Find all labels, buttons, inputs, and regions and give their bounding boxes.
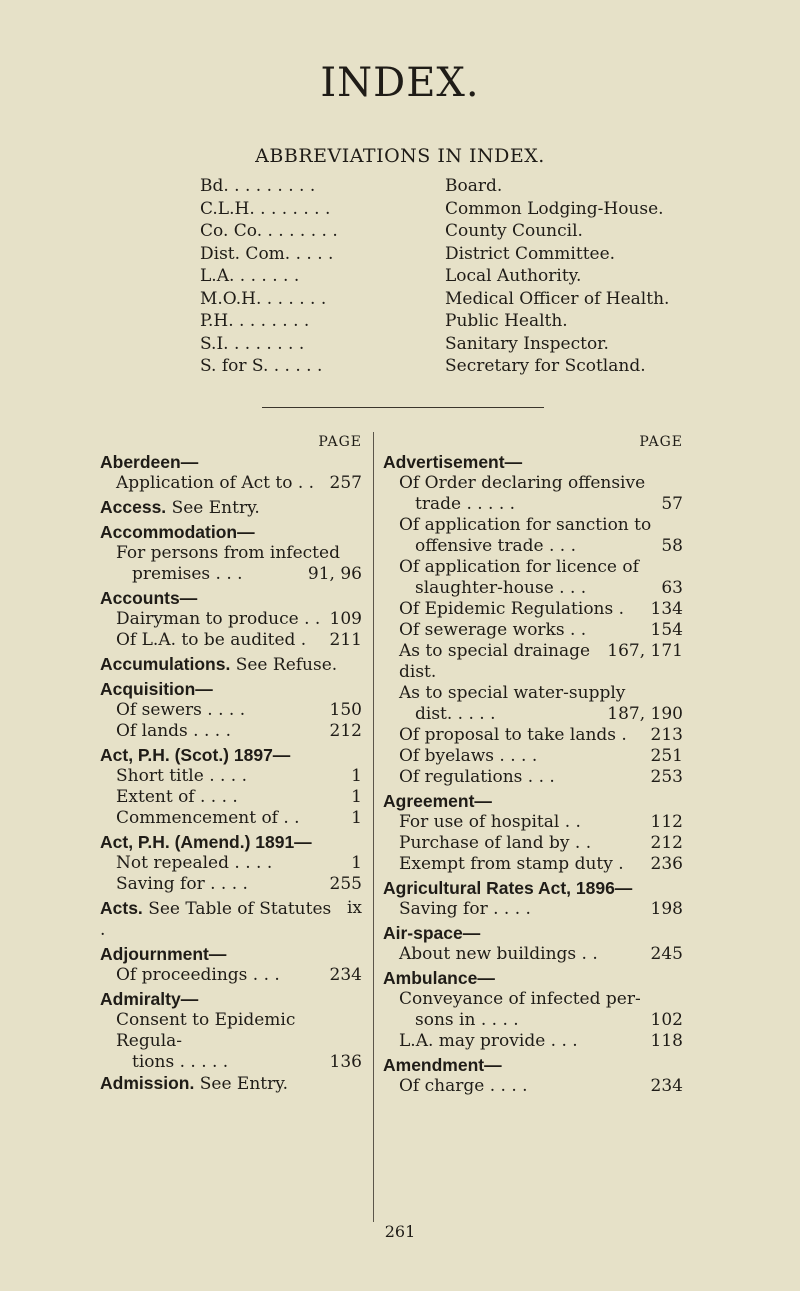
subentry-text: Exempt from stamp duty .: [399, 854, 624, 874]
subentry-page: 234: [650, 1076, 683, 1096]
index-heading: Acts.: [100, 898, 143, 918]
subentry-text: Commencement of . .: [116, 808, 300, 828]
index-heading: Acquisition—: [100, 679, 213, 699]
subentry-page: 118: [650, 1031, 683, 1051]
abbreviation-meaning: Local Authority.: [445, 266, 582, 286]
index-heading: Agricultural Rates Act, 1896—: [383, 878, 633, 898]
section-divider: [262, 407, 544, 408]
index-subentry: [383, 854, 683, 875]
index-subentry: [383, 641, 683, 683]
index-heading: Amendment—: [383, 1055, 502, 1075]
index-subentry: [383, 536, 683, 557]
index-subentry: [100, 700, 362, 721]
subentry-page: 1: [351, 766, 362, 786]
index-subentry: [100, 630, 362, 651]
index-subentry: [383, 1076, 683, 1097]
index-subentry: [100, 853, 362, 874]
see-reference: See Refuse.: [235, 655, 338, 675]
abbreviation-key: Dist. Com. . . . .: [200, 243, 334, 264]
page-title: INDEX.: [320, 60, 480, 106]
subentry-text: Of regulations . . .: [399, 767, 555, 787]
index-heading: Aberdeen—: [100, 452, 199, 472]
index-heading: Accounts—: [100, 588, 198, 608]
index-heading: Admiralty—: [100, 989, 199, 1009]
subentry-page: 1: [351, 787, 362, 807]
index-heading: Adjournment—: [100, 944, 227, 964]
subentry-text: Purchase of land by . .: [399, 833, 592, 853]
column-rule: [373, 432, 374, 1222]
index-entry: [100, 898, 362, 941]
subentry-text: dist. . . . .: [415, 704, 496, 724]
subentry-text: Application of Act to . .: [116, 473, 315, 493]
subentry-page: 136: [329, 1052, 362, 1072]
abbreviation-key: P.H. . . . . . . .: [200, 311, 310, 331]
index-heading: Access.: [100, 497, 167, 517]
subentry-page: 167, 171: [607, 641, 683, 661]
subentry-text: slaughter-house . . .: [415, 578, 587, 598]
subentry-text: Of application for sanction to: [399, 515, 652, 535]
subentry-page: 251: [650, 746, 683, 766]
index-entry: [100, 497, 362, 519]
subentry-text: For use of hospital . .: [399, 812, 581, 832]
subentry-text: Consent to Epidemic Regula-: [116, 1010, 296, 1051]
subentry-page: 212: [650, 833, 683, 853]
subentry-text: Conveyance of infected per-: [399, 989, 641, 1009]
subentry-text: Extent of . . . .: [116, 787, 238, 807]
abbreviation-key: S.I. . . . . . . .: [200, 333, 305, 354]
index-heading: Ambulance—: [383, 968, 495, 988]
subentry-text: About new buildings . .: [399, 944, 598, 964]
subentry-page: 253: [650, 767, 683, 787]
subentry-text: Saving for . . . .: [399, 899, 531, 919]
subentry-page: 257: [329, 473, 362, 493]
index-subentry: [383, 494, 683, 515]
index-subentry: [383, 704, 683, 725]
subentry-page: ix: [346, 898, 362, 918]
abbreviation-meaning: Sanitary Inspector.: [445, 333, 609, 354]
subentry-page: 1: [351, 853, 362, 873]
index-subentry: [100, 965, 362, 986]
index-entry: [100, 1073, 362, 1095]
index-entry: [100, 654, 362, 676]
index-subentry: [100, 787, 362, 808]
abbreviation-row: [200, 265, 760, 288]
abbreviation-row: [200, 288, 760, 311]
index-subentry: [383, 620, 683, 641]
index-heading: Accumulations.: [100, 654, 231, 674]
index-heading: Accommodation—: [100, 522, 255, 542]
abbreviation-row: [200, 333, 760, 356]
subentry-text: L.A. may provide . . .: [399, 1031, 578, 1051]
abbreviation-row: [200, 175, 760, 198]
index-subentry: [383, 833, 683, 854]
index-heading: Agreement—: [383, 791, 492, 811]
abbreviation-meaning: District Committee.: [445, 243, 616, 264]
abbreviations-heading: ABBREVIATIONS IN INDEX.: [255, 145, 545, 167]
index-subentry: [383, 1031, 683, 1052]
see-reference: See Entry.: [199, 1074, 288, 1094]
subentry-text: Of charge . . . .: [399, 1076, 528, 1096]
see-reference: See Table of Statutes .: [100, 899, 332, 940]
abbreviation-meaning: County Council.: [445, 221, 583, 241]
abbreviation-row: [200, 310, 760, 333]
subentry-page: 63: [661, 578, 683, 598]
subentry-text: Of proposal to take lands .: [399, 725, 627, 745]
subentry-page: 134: [650, 599, 683, 619]
abbreviation-meaning: Medical Officer of Health.: [445, 288, 670, 309]
subentry-page: 112: [650, 812, 683, 832]
subentry-text: Of sewers . . . .: [116, 700, 246, 720]
subentry-page: 109: [329, 609, 362, 629]
index-heading: Act, P.H. (Amend.) 1891—: [100, 832, 312, 852]
subentry-page: 187, 190: [607, 704, 683, 724]
abbreviation-row: [200, 243, 760, 266]
abbreviation-meaning: Public Health.: [445, 311, 568, 331]
subentry-page: 255: [329, 874, 362, 894]
abbreviation-key: C.L.H. . . . . . . .: [200, 198, 331, 219]
abbreviation-meaning: Board.: [445, 176, 503, 196]
index-subentry: [100, 766, 362, 787]
index-subentry: [383, 599, 683, 620]
subentry-text: Of application for licence of: [399, 557, 639, 577]
subentry-text: Saving for . . . .: [116, 874, 248, 894]
index-subentry: [100, 609, 362, 630]
index-subentry: [383, 812, 683, 833]
subentry-text: Of sewerage works . .: [399, 620, 587, 640]
index-subentry: [100, 564, 362, 585]
index-subentry: [383, 944, 683, 965]
subentry-text: tions . . . . .: [132, 1052, 229, 1072]
index-heading: Act, P.H. (Scot.) 1897—: [100, 745, 291, 765]
subentry-page: 211: [329, 630, 362, 650]
subentry-page: 58: [661, 536, 683, 556]
page-column-label: PAGE: [318, 434, 362, 450]
subentry-text: sons in . . . .: [415, 1010, 519, 1030]
abbreviation-key: M.O.H. . . . . . .: [200, 288, 327, 309]
abbreviation-key: L.A. . . . . . .: [200, 266, 300, 286]
abbreviation-row: [200, 220, 760, 243]
abbreviations-list: [200, 175, 760, 378]
subentry-text: Dairyman to produce . .: [116, 609, 321, 629]
index-heading: Admission.: [100, 1073, 195, 1093]
subentry-page: 1: [351, 808, 362, 828]
subentry-text: Short title . . . .: [116, 766, 248, 786]
subentry-page: 150: [329, 700, 362, 720]
subentry-page: 102: [650, 1010, 683, 1030]
abbreviation-key: Bd. . . . . . . . .: [200, 176, 316, 196]
subentry-page: 213: [650, 725, 683, 745]
see-reference: See Entry.: [171, 498, 260, 518]
index-subentry: [383, 725, 683, 746]
subentry-page: 91, 96: [307, 564, 362, 584]
index-heading: Air-space—: [383, 923, 481, 943]
abbreviation-row: [200, 198, 760, 221]
subentry-text: As to special drainage dist.: [399, 641, 591, 682]
subentry-text: Of Epidemic Regulations .: [399, 599, 625, 619]
abbreviation-row: [200, 355, 760, 378]
index-subentry: [100, 1052, 362, 1073]
subentry-text: Of byelaws . . . .: [399, 746, 538, 766]
subentry-text: Not repealed . . . .: [116, 853, 273, 873]
subentry-page: 234: [329, 965, 362, 985]
subentry-text: Of L.A. to be audited .: [116, 630, 307, 650]
subentry-page: 154: [650, 620, 683, 640]
abbreviation-key: S. for S. . . . . .: [200, 356, 323, 376]
subentry-text: offensive trade . . .: [415, 536, 577, 556]
index-column-right: [383, 432, 683, 1097]
index-column-left: [100, 432, 362, 1095]
subentry-text: premises . . .: [132, 564, 243, 584]
abbreviation-key: Co. Co. . . . . . . .: [200, 221, 338, 241]
index-subentry: [383, 746, 683, 767]
page-number: 261: [384, 1222, 416, 1241]
index-subentry: [100, 721, 362, 742]
subentry-text: Of proceedings . . .: [116, 965, 280, 985]
index-subentry: [383, 578, 683, 599]
subentry-text: trade . . . . .: [415, 494, 516, 514]
subentry-text: Of Order declaring offensive: [399, 473, 646, 493]
subentry-page: 57: [661, 494, 683, 514]
abbreviation-meaning: Common Lodging-House.: [445, 198, 664, 219]
subentry-text: Of lands . . . .: [116, 721, 231, 741]
abbreviation-meaning: Secretary for Scotland.: [445, 356, 646, 376]
index-subentry: [383, 899, 683, 920]
index-subentry: [383, 1010, 683, 1031]
subentry-page: 245: [650, 944, 683, 964]
subentry-page: 212: [329, 721, 362, 741]
index-subentry: [100, 808, 362, 829]
index-subentry: [100, 473, 362, 494]
subentry-text: As to special water-supply: [399, 683, 626, 703]
subentry-text: For persons from infected: [116, 543, 340, 563]
page-column-label: PAGE: [639, 434, 683, 450]
index-subentry: [383, 767, 683, 788]
index-subentry: [100, 874, 362, 895]
subentry-page: 236: [650, 854, 683, 874]
index-heading: Advertisement—: [383, 452, 523, 472]
subentry-page: 198: [650, 899, 683, 919]
